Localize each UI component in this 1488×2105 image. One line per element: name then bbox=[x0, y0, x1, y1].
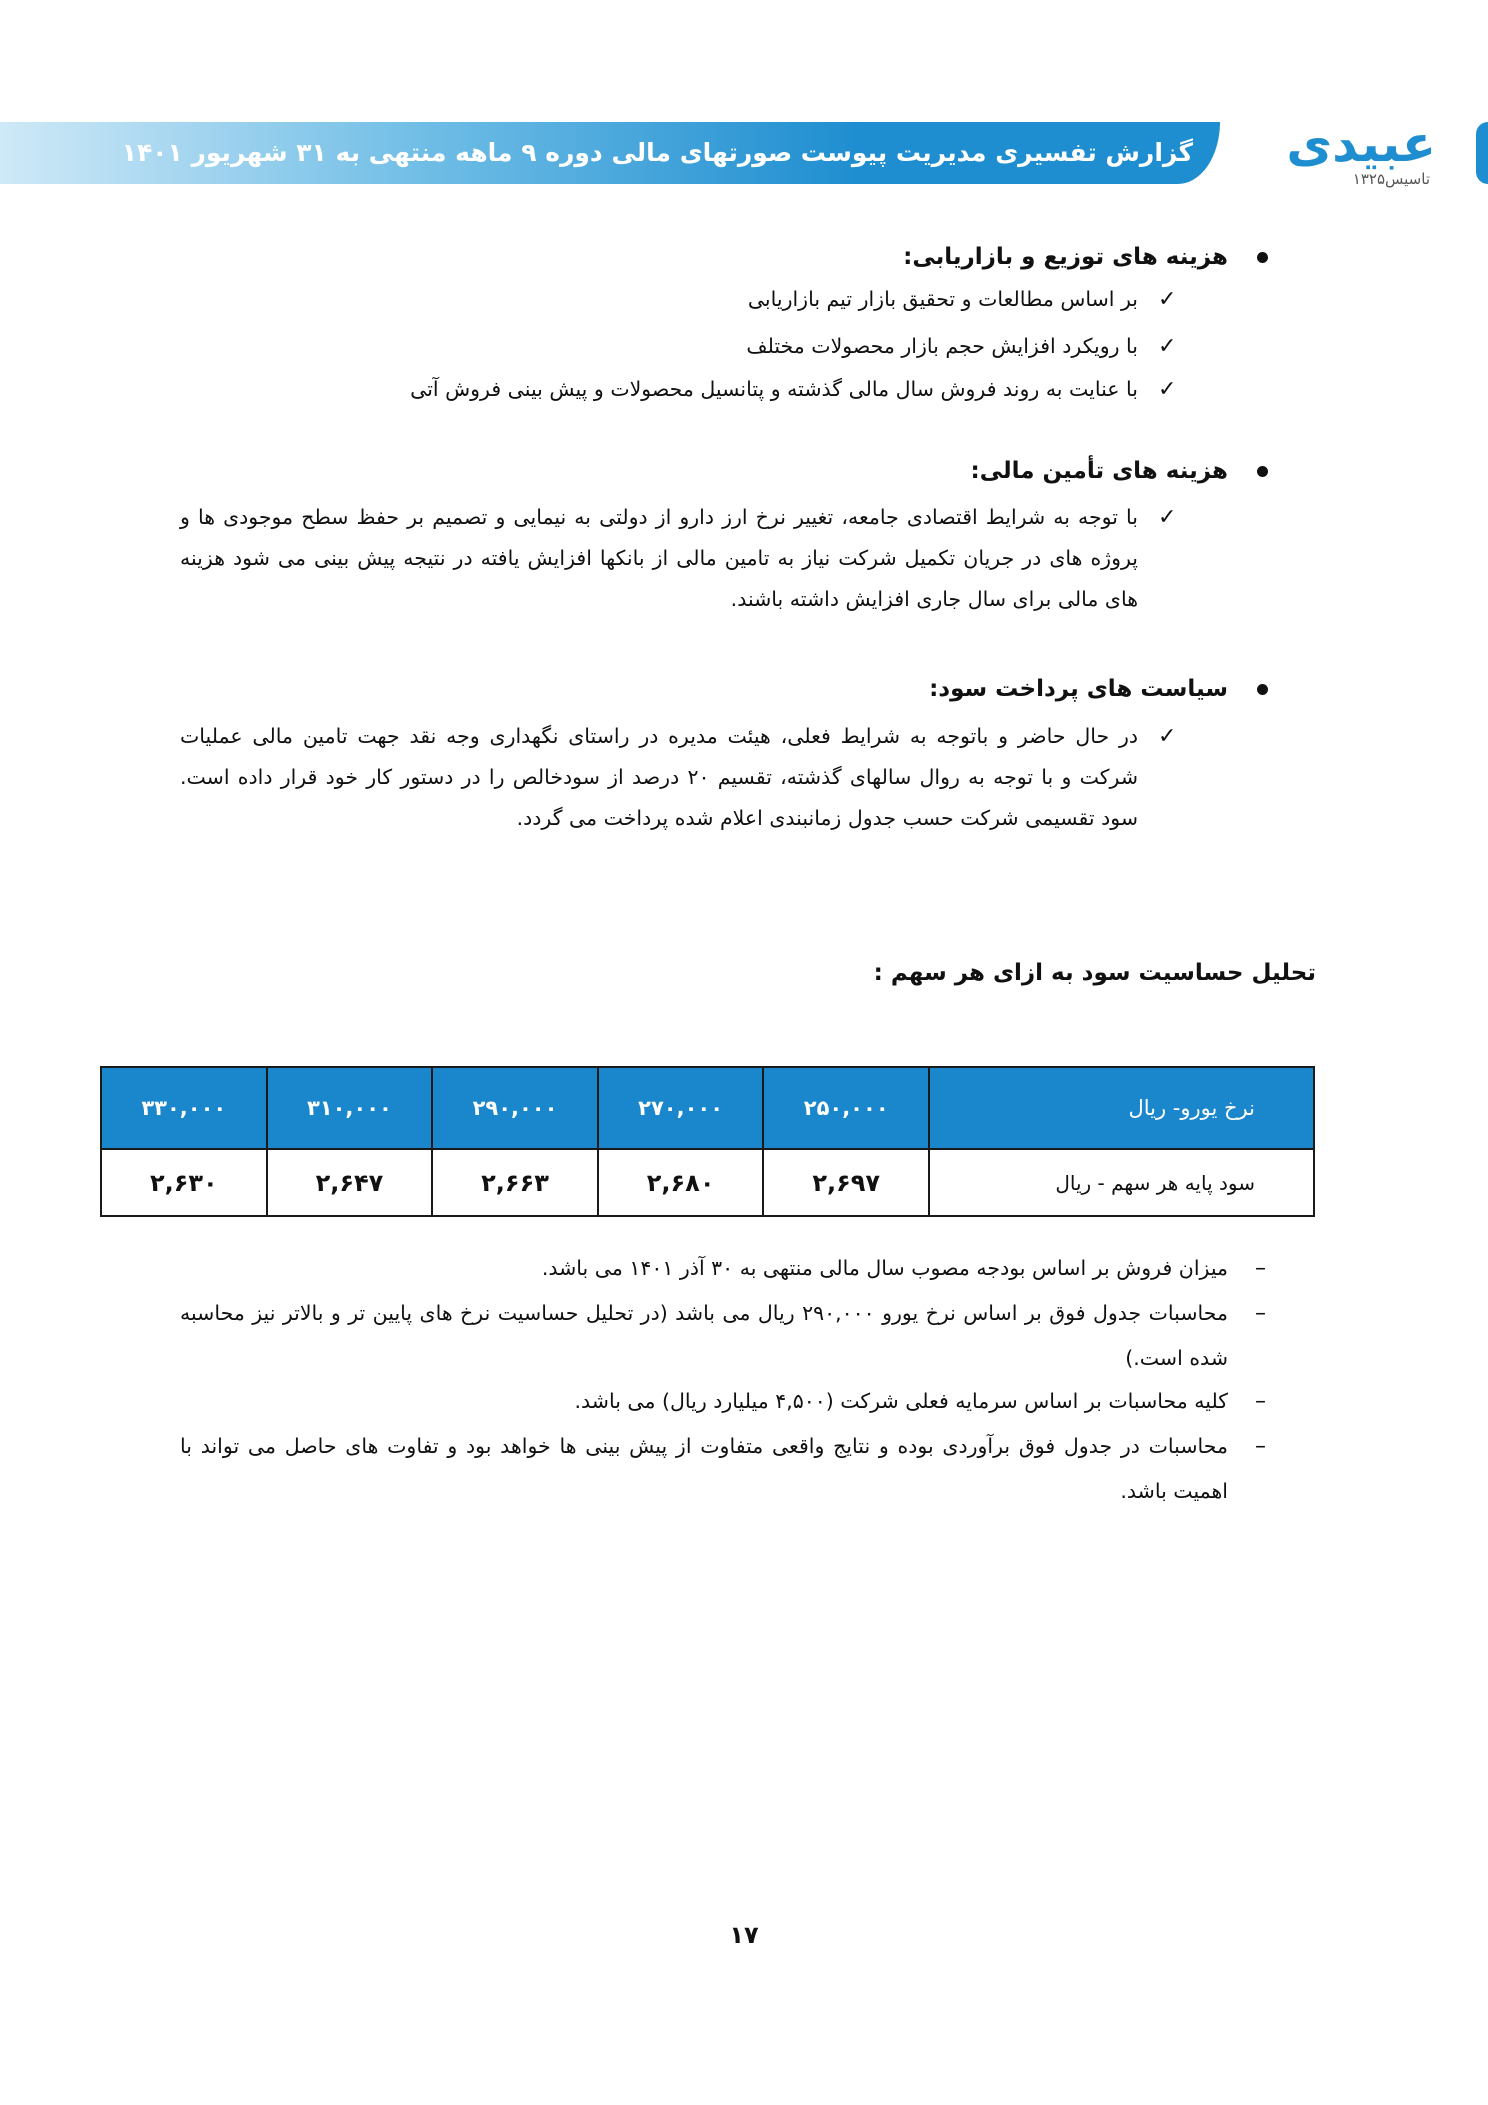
company-logo bbox=[1246, 115, 1436, 190]
dash-icon: – bbox=[1255, 1389, 1266, 1414]
eps-cell: ۲,۶۴۷ bbox=[267, 1149, 433, 1216]
note-item: محاسبات جدول فوق بر اساس نرخ یورو ۲۹۰,۰۰۰ ریال می باشد (در تحلیل حساسیت نرخ های پایین تر و بالاتر نیز محاسبه شده است.) bbox=[180, 1301, 1228, 1370]
rate-cell: ۲۷۰,۰۰۰ bbox=[598, 1067, 764, 1149]
table-row-label: نرخ یورو- ریال bbox=[929, 1067, 1314, 1149]
logo-subtitle: تاسیس۱۳۲۵ bbox=[1352, 170, 1430, 188]
list-item: با عنایت به روند فروش سال مالی گذشته و پتانسیل محصولات و پیش بینی فروش آتی bbox=[410, 377, 1138, 401]
list-item: با توجه به شرایط اقتصادی جامعه، تغییر نرخ ارز دارو از دولتی به نیمایی و تصمیم بر حفظ سطح موجودی ها و پروژه های در جریان تکمیل شرکت نیاز به تامین مالی از بانکها افزایش یافته در نتیجه پیش بینی می شود هزینه های مالی برای سال جاری افزایش داشته باشند. bbox=[180, 505, 1138, 611]
table-header-row bbox=[101, 1067, 1314, 1149]
eps-cell: ۲,۶۹۷ bbox=[763, 1149, 929, 1216]
section-heading: هزینه های تأمین مالی: bbox=[970, 458, 1228, 484]
table-row bbox=[101, 1149, 1314, 1216]
rate-cell: ۳۳۰,۰۰۰ bbox=[101, 1067, 267, 1149]
list-item: در حال حاضر و باتوجه به شرایط فعلی، هیئت مدیره در راستای نگهداری وجه نقد جهت تامین مالی عملیات شرکت و با توجه به روال سالهای گذشته، تقسیم ۲۰ درصد از سودخالص را در دستور کار خود قرار داده است. سود تقسیمی شرکت حسب جدول زمانبندی اعلام شده پرداخت می گردد. bbox=[180, 724, 1138, 830]
check-icon: ✓ bbox=[1158, 724, 1177, 749]
table-row-label: سود پایه هر سهم - ریال bbox=[929, 1149, 1314, 1216]
header-accent bbox=[1476, 122, 1488, 184]
bullet-icon bbox=[1257, 466, 1268, 477]
bullet-icon bbox=[1257, 684, 1268, 695]
dash-icon: – bbox=[1255, 1256, 1266, 1281]
rate-cell: ۳۱۰,۰۰۰ bbox=[267, 1067, 433, 1149]
note-item: کلیه محاسبات بر اساس سرمایه فعلی شرکت (۴,۵۰۰ میلیارد ریال) می باشد. bbox=[574, 1389, 1228, 1413]
page-number: ۱۷ bbox=[729, 1921, 759, 1949]
check-icon: ✓ bbox=[1158, 287, 1177, 312]
list-item: با رویکرد افزایش حجم بازار محصولات مختلف bbox=[746, 334, 1138, 358]
section-heading: هزینه های توزیع و بازاریابی: bbox=[903, 244, 1228, 270]
analysis-title: تحلیل حساسیت سود به ازای هر سهم : bbox=[873, 960, 1316, 986]
sensitivity-table bbox=[100, 1066, 1315, 1217]
section-heading: سیاست های پرداخت سود: bbox=[929, 676, 1228, 702]
rate-cell: ۲۹۰,۰۰۰ bbox=[432, 1067, 598, 1149]
dash-icon: – bbox=[1255, 1301, 1266, 1326]
page-title: گزارش تفسیری مدیریت پیوست صورتهای مالی دوره ۹ ماهه منتهی به ۳۱ شهریور ۱۴۰۱ bbox=[121, 138, 1193, 167]
check-icon: ✓ bbox=[1158, 505, 1177, 530]
eps-cell: ۲,۶۶۳ bbox=[432, 1149, 598, 1216]
note-item: میزان فروش بر اساس بودجه مصوب سال مالی منتهی به ۳۰ آذر ۱۴۰۱ می باشد. bbox=[541, 1256, 1228, 1280]
eps-cell: ۲,۶۳۰ bbox=[101, 1149, 267, 1216]
dash-icon: – bbox=[1255, 1434, 1266, 1459]
check-icon: ✓ bbox=[1158, 377, 1177, 402]
logo-wordmark: عبیدی bbox=[1286, 115, 1436, 173]
check-icon: ✓ bbox=[1158, 334, 1177, 359]
note-item: محاسبات در جدول فوق برآوردی بوده و نتایج واقعی متفاوت از پیش بینی ها خواهد بود و تفاوت های حاصل می تواند با اهمیت باشد. bbox=[180, 1434, 1228, 1503]
eps-cell: ۲,۶۸۰ bbox=[598, 1149, 764, 1216]
list-item: بر اساس مطالعات و تحقیق بازار تیم بازاریابی bbox=[747, 287, 1138, 311]
bullet-icon bbox=[1257, 252, 1268, 263]
rate-cell: ۲۵۰,۰۰۰ bbox=[763, 1067, 929, 1149]
